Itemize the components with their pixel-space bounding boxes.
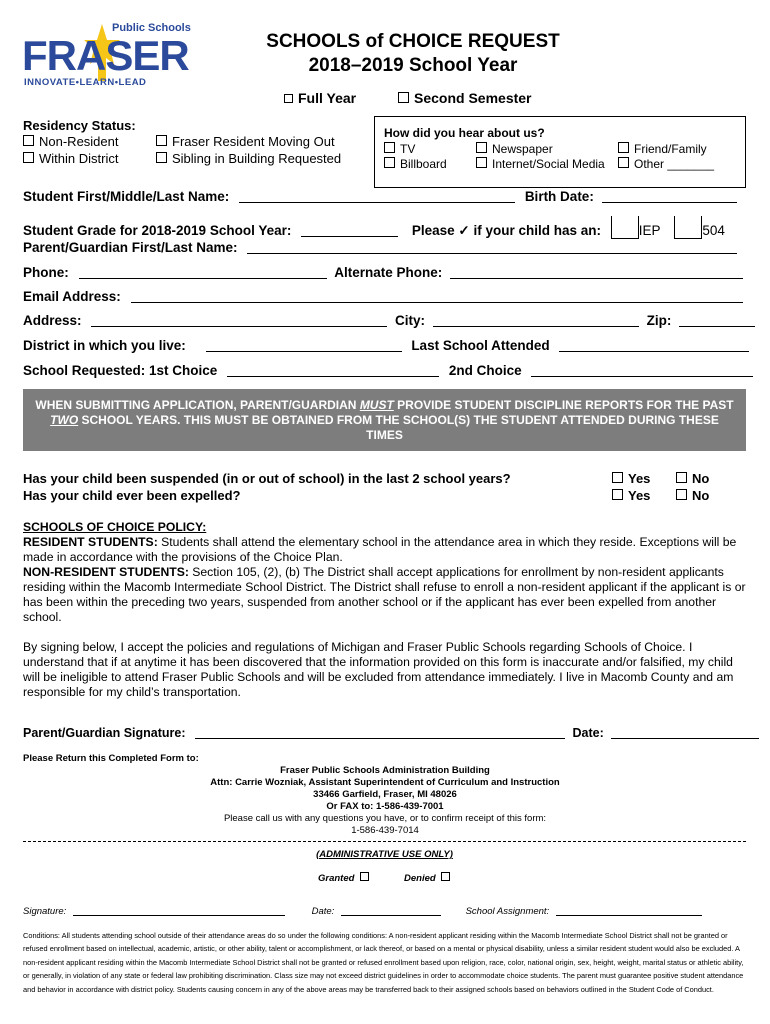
first-choice-label: School Requested: 1st Choice [23, 363, 218, 378]
phone-row [23, 265, 743, 280]
last-school-field[interactable] [559, 339, 749, 352]
school-assignment-label: School Assignment: [465, 906, 550, 917]
signature-date-field[interactable] [611, 726, 759, 739]
signature-date-label: Date: [572, 726, 604, 740]
district-label: District in which you live: [23, 338, 186, 353]
non-resident-option[interactable]: Non-Resident [23, 134, 119, 149]
expelled-question: Has your child ever been expelled? [23, 488, 241, 503]
choice-row [23, 363, 753, 378]
signing-statement: By signing below, I accept the policies and regulations of Michigan and Fraser Public Schools regarding Schools of Choice. I understand that if at anytime it has been discovered that the information provided on this form is inaccurate and/or falsified, my child will be ineligible to attend Fraser Public Schools and will be excluded from attendance immediately. I live in Macomb County and am responsible for my child’s transportation. [23, 640, 734, 699]
within-district-option[interactable]: Within District [23, 151, 118, 166]
parent-name-label: Parent/Guardian First/Last Name: [23, 240, 238, 255]
return-address: Fraser Public Schools Administration Building Attn: Carrie Wozniak, Assistant Superintendent of Curriculum and Instruction 33466 Garfield, Fraser, MI 48026 Or FAX to: 1-586-439-7001 Please call us with any questions you have, or to confirm receipt of this form: 1-586-439-7014 [210, 765, 560, 836]
banner-must: MUST [359, 398, 394, 412]
checkbox-icon[interactable] [612, 489, 623, 500]
granted-option[interactable]: Granted [318, 872, 374, 884]
policy-section [23, 520, 749, 700]
sibling-option[interactable]: Sibling in Building Requested [156, 151, 341, 166]
checkbox-icon[interactable] [676, 489, 687, 500]
moving-out-option[interactable]: Fraser Resident Moving Out [156, 134, 335, 149]
504-label: 504 [702, 223, 725, 238]
friend-option[interactable]: Friend/Family [618, 142, 707, 156]
other-option[interactable]: Other _______ [618, 157, 714, 171]
banner-two: TWO [50, 413, 79, 427]
school-assignment-field[interactable] [556, 907, 702, 916]
signature-field[interactable] [195, 726, 565, 739]
hear-about-box [374, 116, 746, 188]
zip-field[interactable] [679, 314, 755, 327]
fraser-logo [22, 22, 212, 94]
logo-wordmark: FRASER [22, 32, 189, 79]
parent-name-field[interactable] [247, 241, 737, 254]
internet-option[interactable]: Internet/Social Media [476, 157, 605, 171]
admin-title: (ADMINISTRATIVE USE ONLY) [316, 849, 453, 860]
denied-option[interactable]: Denied [404, 872, 455, 884]
tv-option[interactable]: TV [384, 142, 415, 156]
logo-top-text: Public Schools [112, 22, 191, 34]
suspended-no-option[interactable]: No [676, 471, 709, 486]
checkbox-icon[interactable] [476, 142, 487, 153]
admin-signature-field[interactable] [73, 907, 285, 916]
second-choice-field[interactable] [531, 364, 753, 377]
title-line1: SCHOOLS of CHOICE REQUEST [266, 31, 560, 52]
full-year-option[interactable]: Full Year [284, 90, 356, 106]
grade-field[interactable] [301, 224, 398, 237]
admin-date-label: Date: [311, 906, 335, 917]
district-row [23, 338, 749, 353]
student-name-label: Student First/Middle/Last Name: [23, 189, 230, 204]
checkbox-icon[interactable] [23, 135, 34, 146]
district-field[interactable] [206, 339, 402, 352]
iep-box[interactable] [611, 216, 639, 239]
return-label: Please Return this Completed Form to: [23, 753, 199, 764]
checkbox-icon[interactable] [612, 472, 623, 483]
grade-row [23, 216, 725, 239]
billboard-option[interactable]: Billboard [384, 157, 447, 171]
hear-label: How did you hear about us? [384, 126, 545, 140]
birth-date-field[interactable] [602, 190, 737, 203]
policy-heading: SCHOOLS OF CHOICE POLICY: [23, 520, 207, 534]
checkbox-icon[interactable] [156, 152, 167, 163]
checkbox-icon[interactable] [676, 472, 687, 483]
504-box[interactable] [674, 216, 702, 239]
discipline-banner: WHEN SUBMITTING APPLICATION, PARENT/GUARDIAN MUST PROVIDE STUDENT DISCIPLINE REPORTS FOR THE PAST TWO SCHOOL YEARS. THIS MUST BE OBTAINED FROM THE SCHOOL(S) THE STUDENT ATTENDED DURING THESE TIMES [23, 389, 746, 451]
first-choice-field[interactable] [227, 364, 439, 377]
second-choice-label: 2nd Choice [448, 363, 522, 378]
admin-signature-label: Signature: [23, 906, 67, 917]
form-title [233, 30, 593, 78]
newspaper-option[interactable]: Newspaper [476, 142, 553, 156]
checkbox-icon[interactable] [384, 157, 395, 168]
grade-label: Student Grade for 2018-2019 School Year: [23, 223, 292, 238]
checkbox-icon[interactable] [156, 135, 167, 146]
email-field[interactable] [131, 290, 743, 303]
phone-field[interactable] [79, 266, 327, 279]
checkbox-icon[interactable] [284, 94, 293, 103]
logo-tagline: INNOVATE•LEARN•LEAD [24, 77, 147, 88]
student-name-row [23, 189, 737, 204]
city-field[interactable] [433, 314, 639, 327]
residency-label: Residency Status: [23, 118, 136, 133]
expelled-yes-option[interactable]: Yes [612, 488, 650, 503]
checkbox-icon[interactable] [618, 142, 629, 153]
checkbox-icon[interactable] [441, 872, 450, 881]
phone-label: Phone: [23, 265, 69, 280]
signature-label: Parent/Guardian Signature: [23, 726, 186, 740]
signature-row [23, 726, 759, 740]
address-row [23, 313, 755, 328]
title-line2: 2018–2019 School Year [308, 55, 518, 76]
dashed-divider [23, 841, 746, 842]
student-name-field[interactable] [239, 190, 515, 203]
admin-date-field[interactable] [341, 907, 441, 916]
expelled-no-option[interactable]: No [676, 488, 709, 503]
resident-policy: RESIDENT STUDENTS: Students shall attend the elementary school in the attendance area in which they reside. Exceptions will be made in accordance with the provisions of the Choice Plan. [23, 535, 737, 564]
address-label: Address: [23, 313, 82, 328]
checkbox-icon[interactable] [398, 92, 409, 103]
city-label: City: [395, 313, 426, 328]
conditions-text: Conditions: All students attending school outside of their attendance areas do so under the following conditions: A non-resident applicant residing within the Macomb Intermediate School District shall not be granted or refused enrollment based on intellectual, academic, artistic, or other ability, talent or accomplishment, or lack thereof, or based on a mental or physical disability, unless a similar resident student would also be excluded. A non-resident applicant residing within the Macomb Intermediate School District shall not be granted or refused enrollment based upon religion, race, color, national origin, sex, height, weight, marital status or athletic ability, or generally, in violation of any state or federal law prohibiting discrimination. Class size may not exceed district guidelines in order to accommodate choice students. The parent must guarantee positive student attendance and behavior in accordance with district policy. Students causing concern in any of the above areas may be transferred back to their assigned schools based on behaviors outlined in the Student Code of Conduct. [23, 931, 744, 994]
parent-name-row [23, 240, 737, 255]
suspended-question: Has your child been suspended (in or out of school) in the last 2 school years? [23, 471, 511, 486]
checkbox-icon[interactable] [618, 157, 629, 168]
second-semester-option[interactable]: Second Semester [398, 90, 532, 106]
birth-date-label: Birth Date: [524, 189, 594, 204]
checkbox-icon[interactable] [476, 157, 487, 168]
admin-sign-row [23, 906, 702, 917]
suspended-yes-option[interactable]: Yes [612, 471, 650, 486]
checkbox-icon[interactable] [23, 152, 34, 163]
iep-label: IEP [638, 223, 661, 238]
alt-phone-label: Alternate Phone: [334, 265, 443, 280]
checkbox-icon[interactable] [384, 142, 395, 153]
alt-phone-field[interactable] [450, 266, 743, 279]
checkbox-icon[interactable] [360, 872, 369, 881]
address-field[interactable] [91, 314, 387, 327]
zip-label: Zip: [646, 313, 672, 328]
email-row [23, 289, 743, 304]
last-school-label: Last School Attended [411, 338, 550, 353]
email-label: Email Address: [23, 289, 121, 304]
nonresident-policy: NON-RESIDENT STUDENTS: Section 105, (2), (b) The District shall accept applications for enrollment by non-resident applicants residing within the Macomb Intermediate School District. The District shall refuse to enroll a non-resident applicant if the applicant is or has been within the preceding two years, suspended from another school or if the applicant has ever been expelled from another school. [23, 565, 746, 624]
please-check-label: Please ✓ if your child has an: [411, 223, 602, 238]
